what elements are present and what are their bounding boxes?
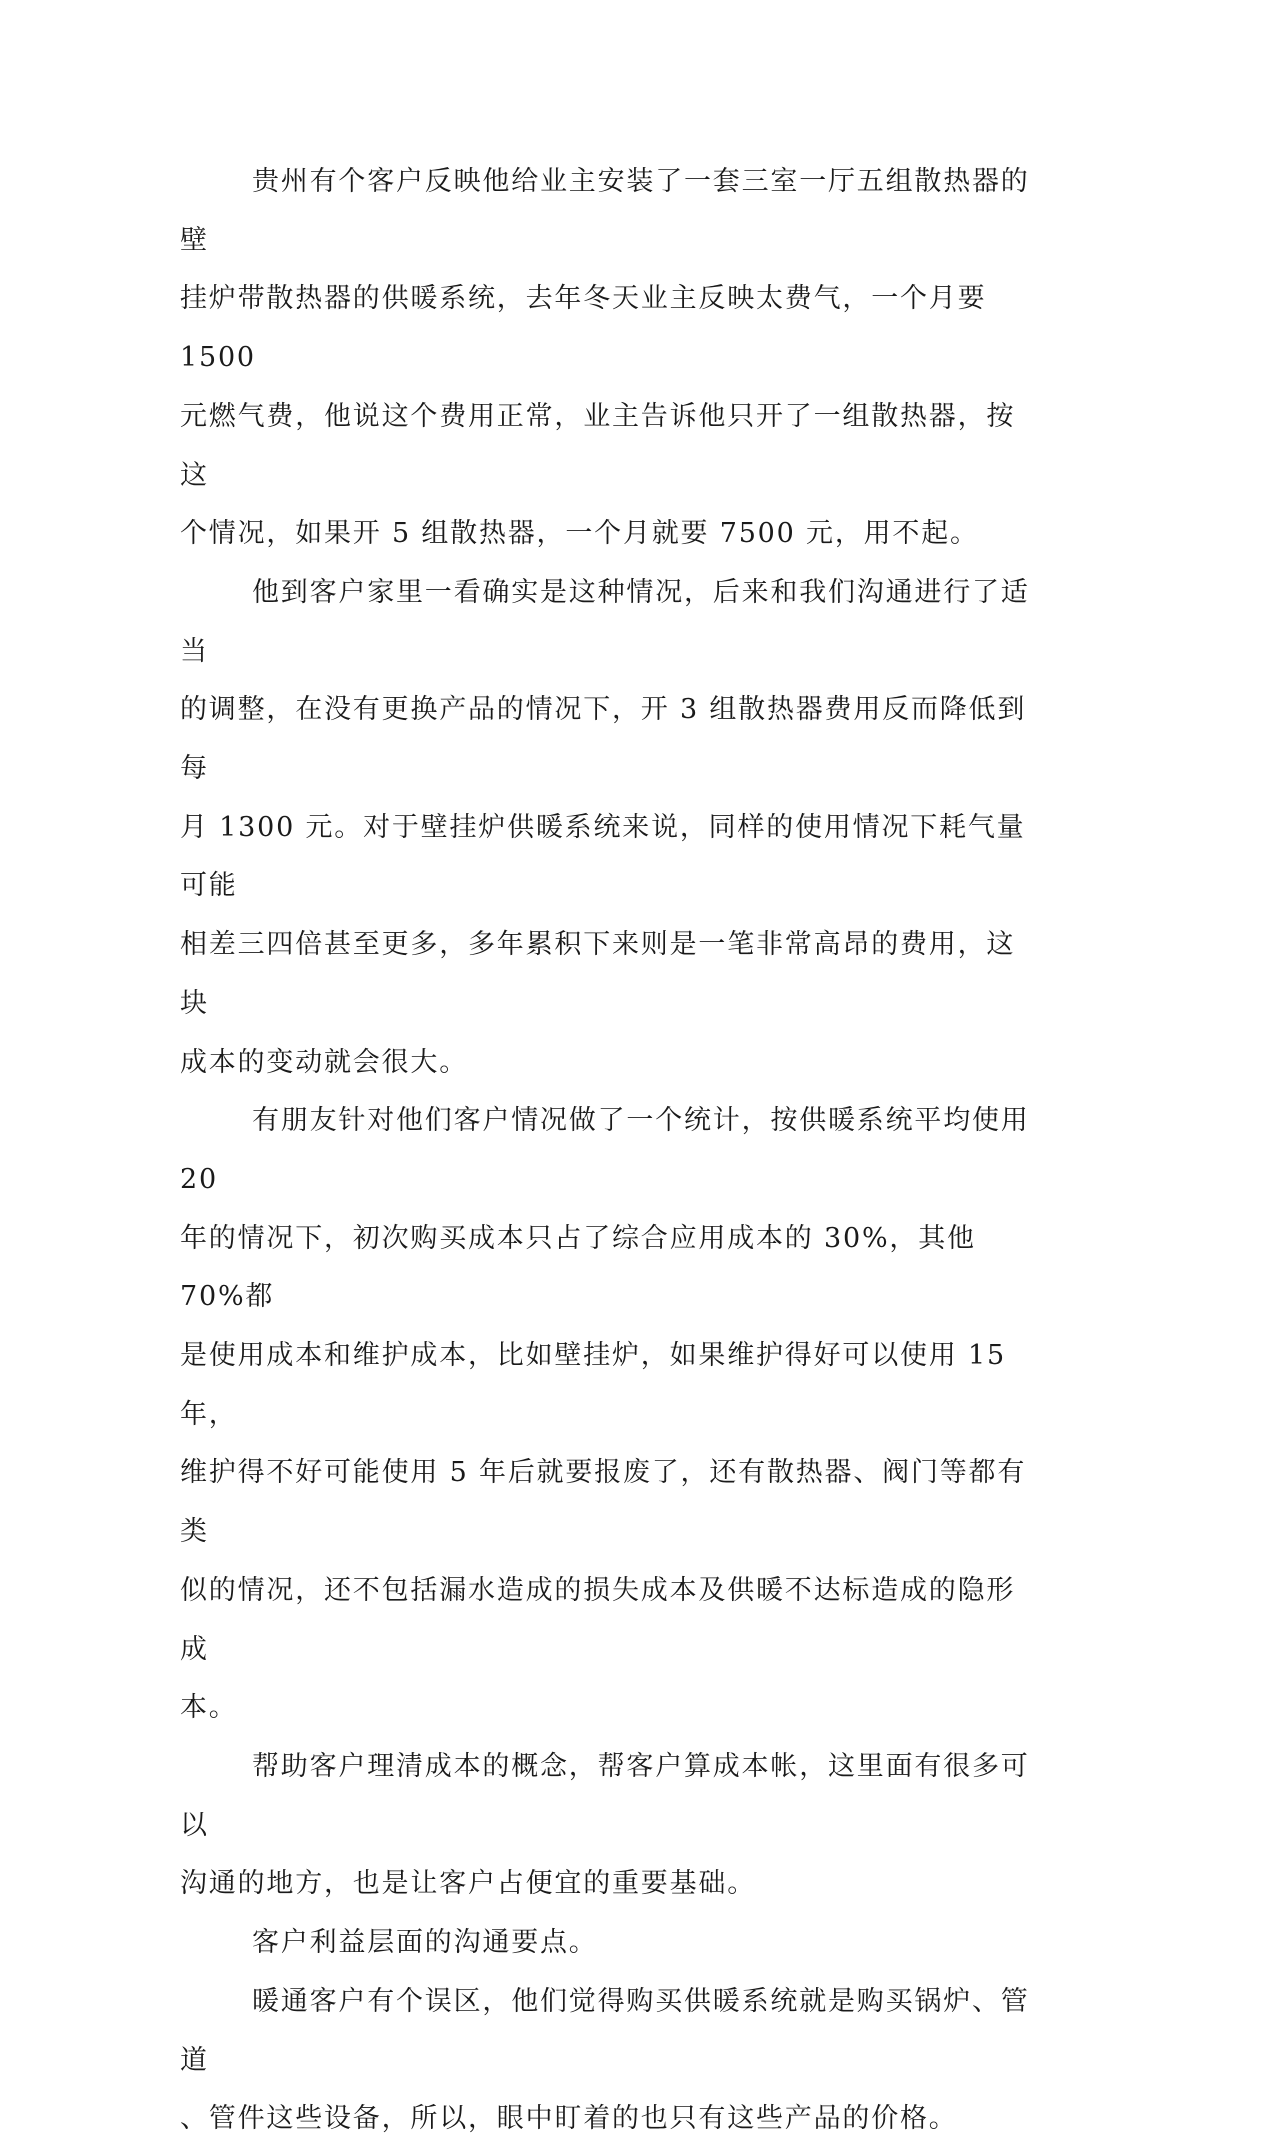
paragraph-5: 客户利益层面的沟通要点。	[252, 1927, 598, 1959]
paragraph-1: 贵州有个客户反映他给业主安装了一套三室一厅五组散热器的壁 挂炉带散热器的供暖系统，去年冬天业主反映太费气，一个月要 1500 元燃气费，他说这个费用正常，业主告诉他只开了一组散热器，按这 个情况，如果开 5 组散热器，一个月就要 7500 元，用不起。	[180, 166, 1030, 550]
paragraph-4: 帮助客户理清成本的概念，帮客户算成本帐，这里面有很多可以 沟通的地方，也是让客户占便宜的重要基础。	[180, 1750, 1030, 1900]
paragraph-3: 有朋友针对他们客户情况做了一个统计，按供暖系统平均使用 20 年的情况下，初次购买成本只占了综合应用成本的 30%，其他 70%都 是使用成本和维护成本，比如壁挂炉，如果维护得好可以使用 15 年， 维护得不好可能使用 5 年后就要报废了，还有散热器、阀门等都有类 似的情况，还不包括漏水造成的损失成本及供暖不达标造成的隐形成 本。	[180, 1105, 1030, 1724]
paragraph-6: 暖通客户有个误区，他们觉得购买供暖系统就是购买锅炉、管道 、管件这些设备，所以，眼中盯着的也只有这些产品的价格。	[180, 1985, 1030, 2135]
paragraph-2: 他到客户家里一看确实是这种情况，后来和我们沟通进行了适当 的调整，在没有更换产品的情况下，开 3 组散热器费用反而降低到每 月 1300 元。对于壁挂炉供暖系统来说，同样的使用情况下耗气量可能 相差三四倍甚至更多，多年累积下来则是一笔非常高昂的费用，这块 成本的变动就会很大。	[180, 576, 1030, 1078]
document-body	[180, 153, 1040, 2149]
